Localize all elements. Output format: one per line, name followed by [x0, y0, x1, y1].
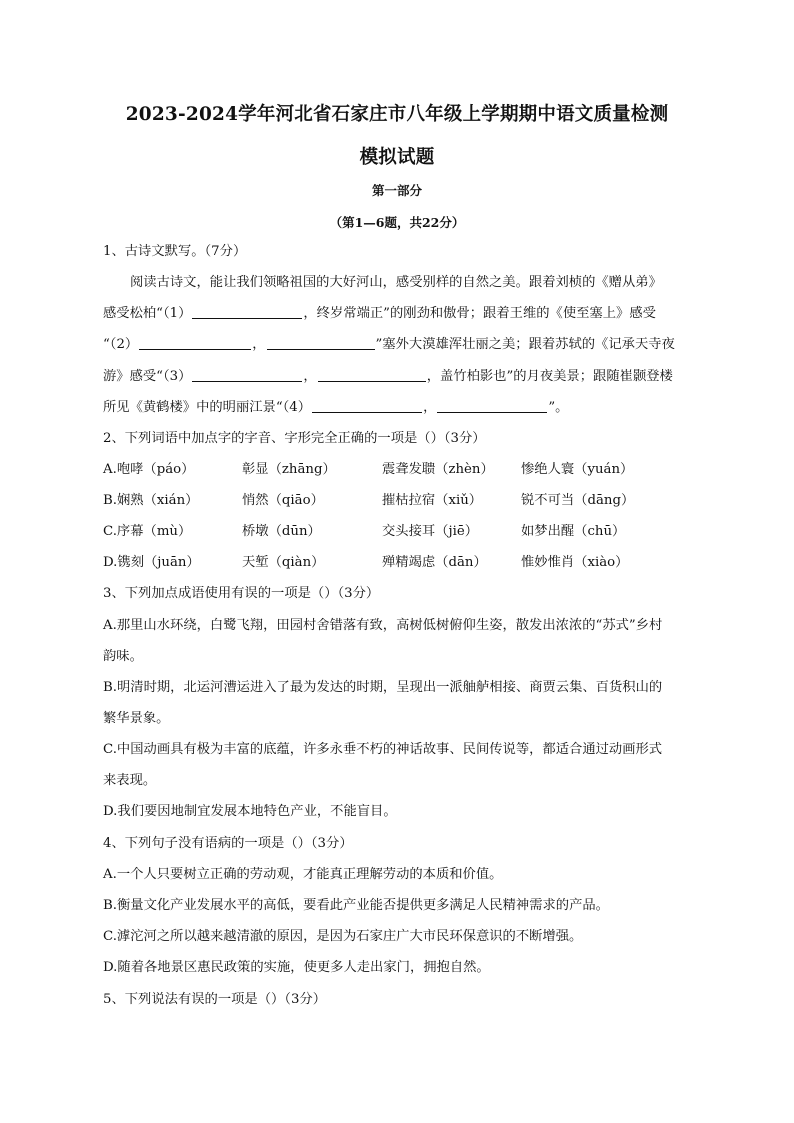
q3-option-d: D.我们要因地制宜发展本地特色产业，不能盲目。 [103, 804, 397, 819]
q1-text: 游》感受“（3） [103, 369, 192, 384]
q1-text: ， [423, 400, 437, 415]
q1-paragraph-line [103, 305, 656, 323]
q1-text: “（2） [103, 337, 139, 352]
q2-option-b-item: B.娴熟（xián） [103, 493, 199, 508]
q3-option-c-cont: 来表现。 [103, 773, 157, 788]
q3-option-a-cont: 韵味。 [103, 649, 143, 664]
q4-option-d: D.随着各地景区惠民政策的实施，使更多人走出家门，拥抱自然。 [103, 960, 490, 975]
answer-blank-3a[interactable] [192, 368, 302, 382]
q2-option-a-item: 震聋发聩（zhèn） [382, 462, 494, 477]
q1-paragraph-line [103, 399, 568, 417]
q2-option-c-item: 交头接耳（jiē） [382, 524, 479, 539]
q1-heading: 1、古诗文默写。（7分） [103, 244, 247, 259]
answer-blank-4a[interactable] [312, 399, 422, 413]
q2-option-b-item: 锐不可当（dāng） [521, 493, 635, 508]
q1-paragraph-line [103, 368, 673, 386]
q2-option-a-item: 彰显（zhāng） [242, 462, 336, 477]
q2-option-b-item: 摧枯拉宿（xiǔ） [382, 493, 483, 508]
q2-option-d-item: D.镌刻（juān） [103, 555, 200, 570]
answer-blank-2a[interactable] [139, 336, 251, 350]
q4-option-c: C.滹沱河之所以越来越清澈的原因，是因为石家庄广大市民环保意识的不断增强。 [103, 929, 583, 944]
q1-paragraph-line: 阅读古诗文，能让我们领略祖国的大好河山，感受别样的自然之美。跟着刘桢的《赠从弟》 [130, 275, 662, 290]
q1-text: ， [303, 369, 317, 384]
q2-option-b-item: 悄然（qiāo） [242, 493, 324, 508]
q1-text: ， [252, 337, 266, 352]
q2-option-c-item: 桥墩（dūn） [242, 524, 321, 539]
q1-paragraph-line [103, 336, 675, 354]
section-range: （第1—6题，共22分） [329, 215, 465, 230]
q1-text: ，终岁常端正”的刚劲和傲骨；跟着王维的《使至塞上》感受 [303, 306, 656, 321]
q1-text: 所见《黄鹤楼》中的明丽江景“（4） [103, 400, 312, 415]
q2-option-a-item: 惨绝人寰（yuán） [521, 462, 634, 477]
q4-option-a: A.一个人只要树立正确的劳动观，才能真正理解劳动的本质和价值。 [103, 867, 503, 882]
q1-text: ”。 [548, 400, 569, 415]
document-title: 2023-2024学年河北省石家庄市八年级上学期期中语文质量检测 [125, 104, 669, 125]
document-subtitle: 模拟试题 [359, 147, 435, 168]
q3-option-b: B.明清时期，北运河漕运进入了最为发达的时期，呈现出一派舳舻相接、商贾云集、百货积山的 [103, 680, 663, 695]
q1-text: 感受松柏“（1） [103, 306, 192, 321]
answer-blank-2b[interactable] [267, 336, 375, 350]
section-heading: 第一部分 [371, 183, 422, 198]
q2-heading: 2、下列词语中加点字的字音、字形完全正确的一项是（）（3分） [103, 431, 486, 446]
answer-blank-1[interactable] [192, 305, 302, 319]
q2-option-c-item: 如梦出醒（chū） [521, 524, 626, 539]
q2-option-d-item: 殚精竭虑（dān） [382, 555, 487, 570]
q3-option-a: A.那里山水环绕，白鹭飞翔，田园村舍错落有致，高树低树俯仰生姿，散发出浓浓的“苏式”乡村 [103, 618, 663, 633]
answer-blank-3b[interactable] [318, 368, 426, 382]
answer-blank-4b[interactable] [437, 399, 547, 413]
q2-option-a-item: A.咆哮（páo） [103, 462, 195, 477]
q4-option-b: B.衡量文化产业发展水平的高低，要看此产业能否提供更多满足人民精神需求的产品。 [103, 898, 609, 913]
q3-option-c: C.中国动画具有极为丰富的底蕴，许多永垂不朽的神话故事、民间传说等，都适合通过动画形式 [103, 742, 663, 757]
q3-option-b-cont: 繁华景象。 [103, 711, 170, 726]
q5-heading: 5、下列说法有误的一项是（）（3分） [103, 992, 327, 1007]
q2-option-c-item: C.序幕（mù） [103, 524, 192, 539]
q3-heading: 3、下列加点成语使用有误的一项是（）（3分） [103, 586, 380, 601]
q2-option-d-item: 天堑（qiàn） [242, 555, 325, 570]
q1-text: ，盖竹柏影也”的月夜美景；跟随崔颢登楼 [426, 369, 673, 384]
q4-heading: 4、下列句子没有语病的一项是（）（3分） [103, 836, 353, 851]
q1-text: ”塞外大漠雄浑壮丽之美；跟着苏轼的《记承天寺夜 [375, 337, 675, 352]
q2-option-d-item: 惟妙惟肖（xiào） [521, 555, 629, 570]
